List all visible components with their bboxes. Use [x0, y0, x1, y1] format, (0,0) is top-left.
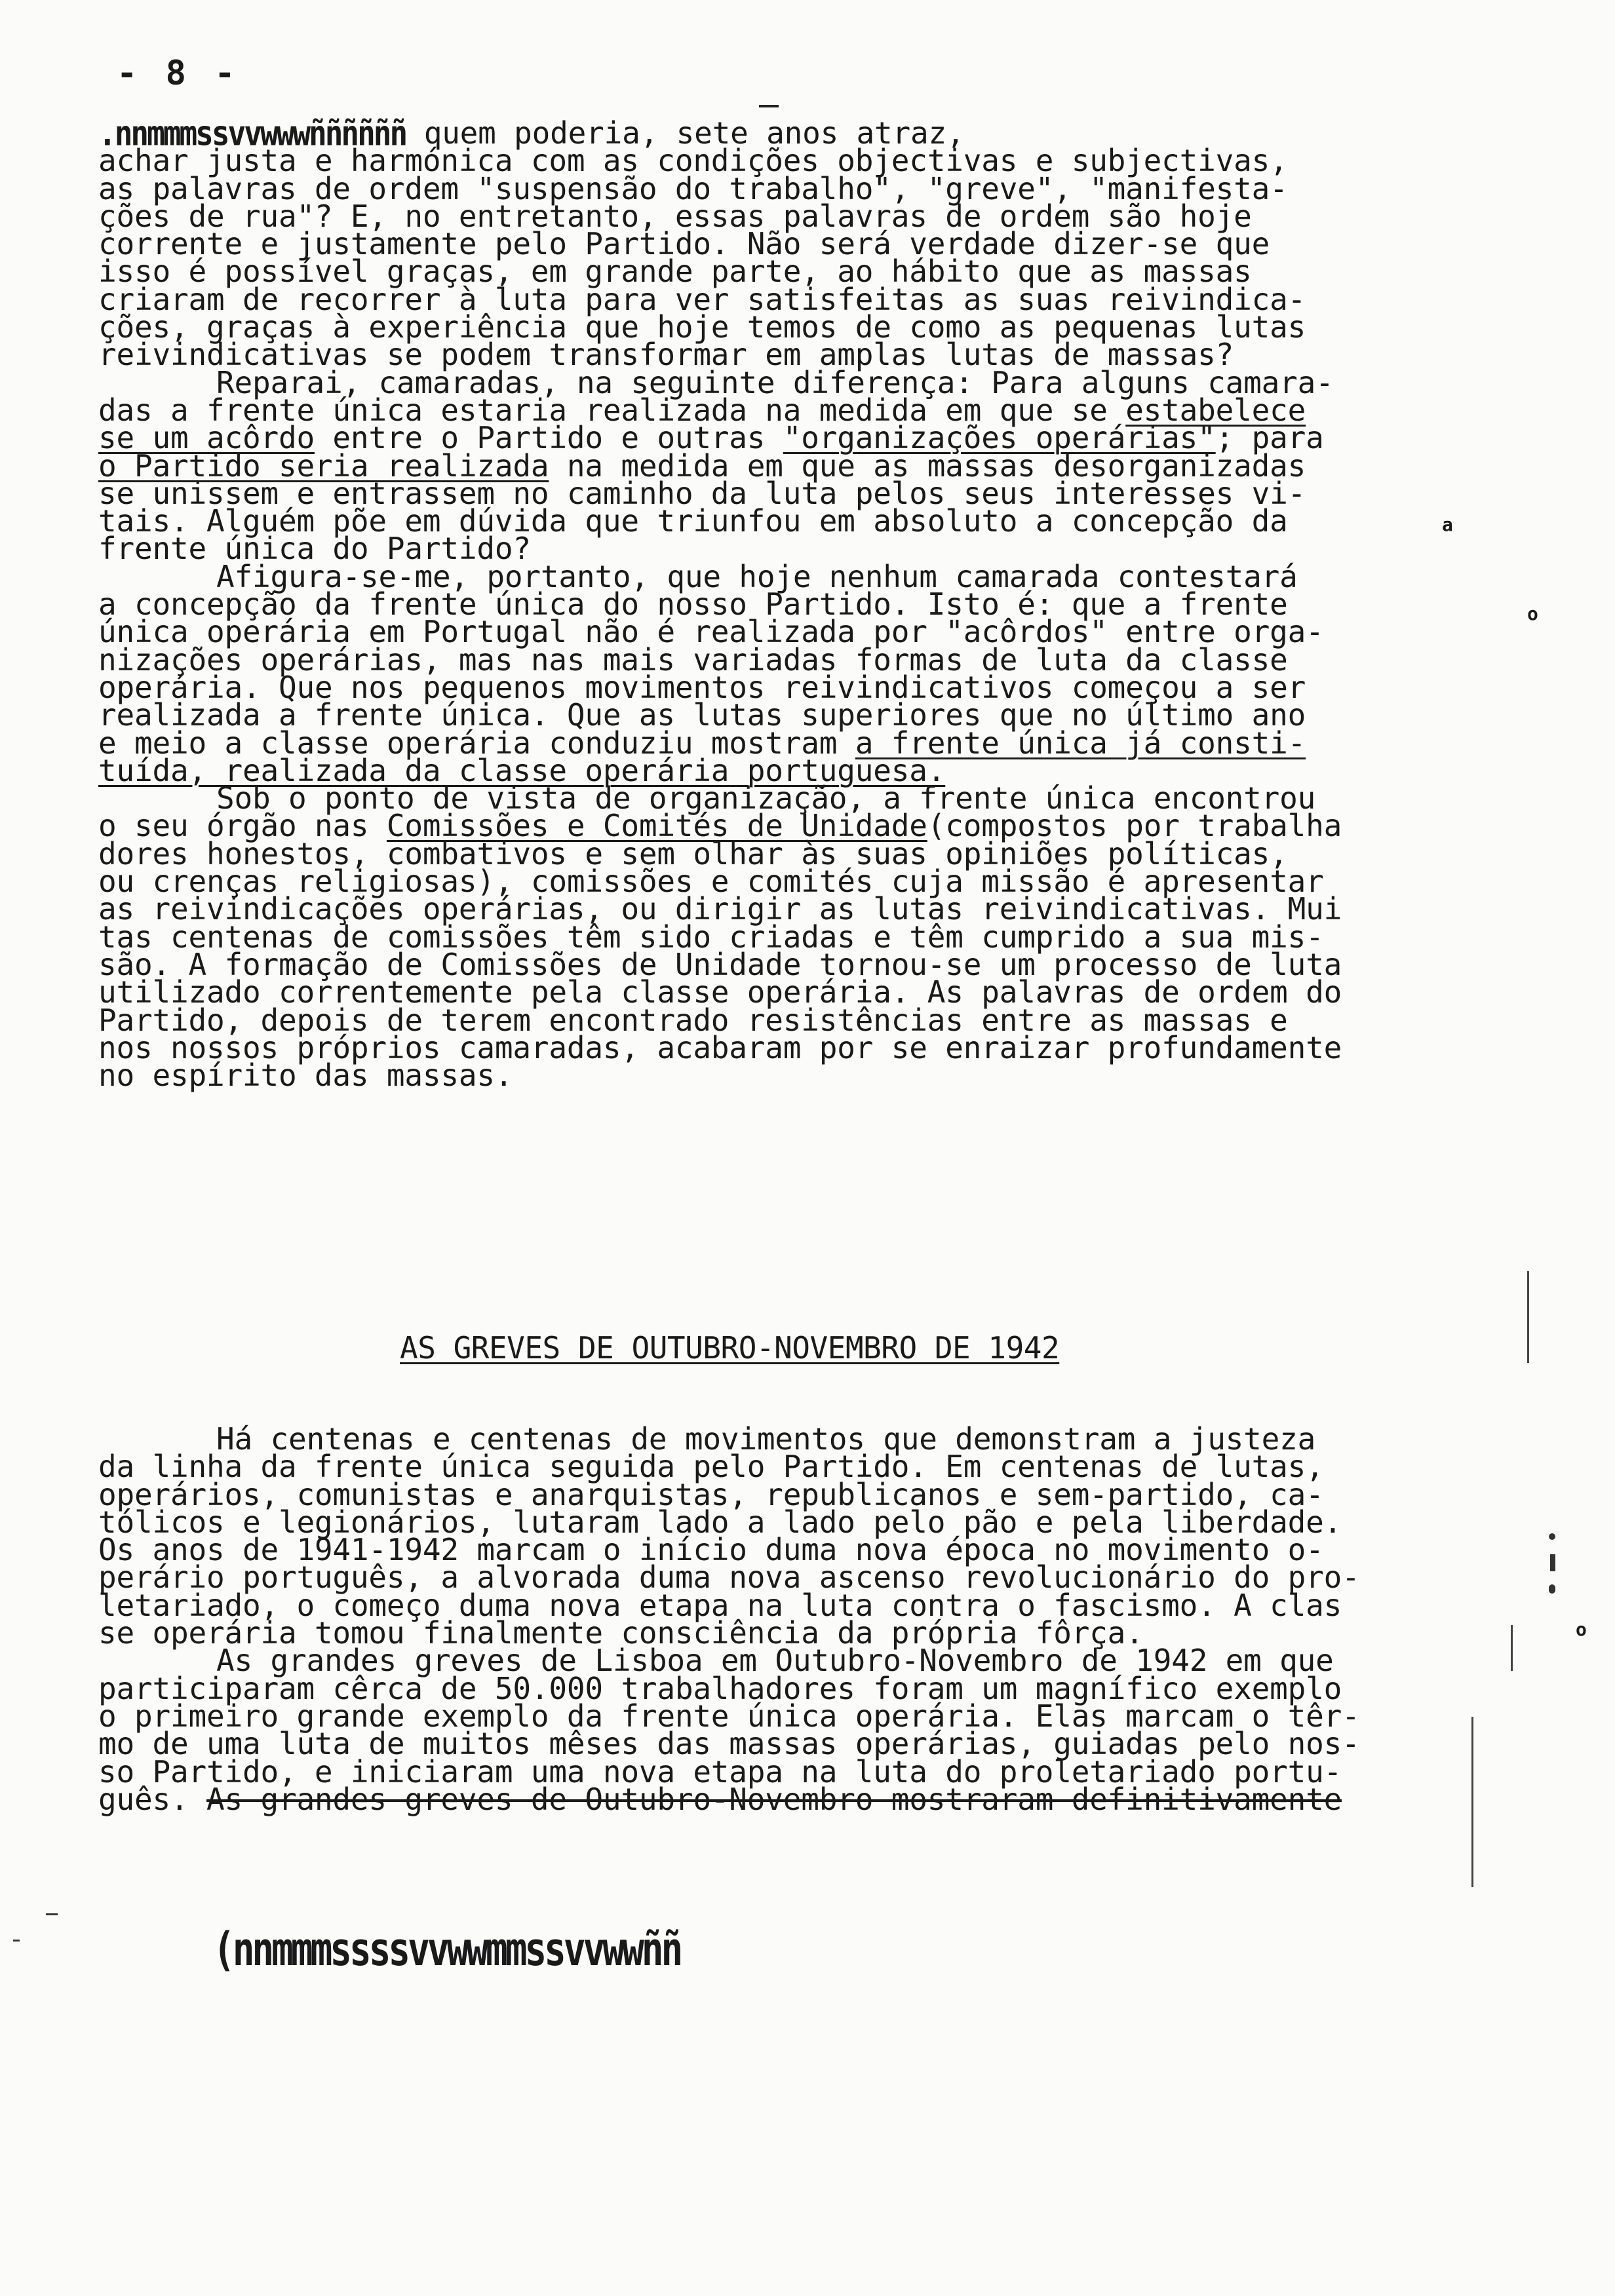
text-line: corrente e justamente pelo Partido. Não será verdade dizer-se que	[98, 226, 1270, 262]
scan-line	[1527, 1271, 1529, 1363]
text-line: .nnmmmssvvwwwññññññ quem poderia, sete anos atraz,	[98, 112, 965, 154]
text-line: isso é possível graças, em grande parte, ao hábito que as massas	[98, 254, 1252, 290]
text-line: e meio a classe operária conduziu mostram a frente única já consti-	[98, 725, 1306, 761]
text-line: no espírito das massas.	[98, 1058, 513, 1094]
margin-mark	[1549, 1533, 1555, 1540]
text-line: da linha da frente única seguida pelo Partido. Em centenas de lutas,	[98, 1449, 1324, 1485]
text-line: Os anos de 1941-1942 marcam o início duma nova época no movimento o-	[98, 1532, 1324, 1568]
text-line: tólicos e legionários, lutaram lado a lado pelo pão e pela liberdade.	[98, 1504, 1342, 1540]
text-line: se operária tomou finalmente consciência da própria fôrça.	[98, 1615, 1144, 1651]
text-line: Afigura-se-me, portanto, que hoje nenhum camarada contestará	[216, 558, 1298, 594]
text-line: as reivindicações operárias, ou dirigir as lutas reivindicativas. Mui	[98, 891, 1342, 927]
underlined-text: se um acôrdo	[98, 420, 315, 456]
underlined-text: tuída, realizada da classe operária portuguesa.	[98, 752, 946, 788]
section-1-text	[98, 112, 1449, 1094]
text-line: As grandes greves de Lisboa em Outubro-Novembro de 1942 em que	[216, 1643, 1334, 1679]
text-line: Reparai, camaradas, na seguinte diferença: Para alguns camara-	[216, 364, 1334, 400]
text-line: reivindicativas se podem transformar em amplas lutas de massas?	[98, 337, 1234, 373]
text-line: nizações operárias, mas nas mais variadas formas de luta da classe	[98, 641, 1288, 678]
text-line: so Partido, e iniciaram uma nova etapa na luta do proletariado portu-	[98, 1753, 1342, 1789]
text-line: das a frente única estaria realizada na medida em que se estabelece	[98, 392, 1306, 428]
underlined-text: o Partido seria realizada	[98, 448, 549, 484]
text-line: as palavras de ordem "suspensão do trabalho", "greve", "manifesta-	[98, 170, 1288, 206]
underlined-text: "organizações operárias"	[783, 420, 1216, 456]
text-line: operários, comunistas e anarquistas, republicanos e sem-partido, ca-	[98, 1476, 1324, 1512]
margin-mark	[46, 1913, 58, 1915]
text-line: utilizado correntemente pela classe operária. As palavras de ordem do	[98, 974, 1342, 1010]
text-line: operária. Que nos pequenos movimentos reivindicativos começou a ser	[98, 669, 1306, 705]
top-dash	[759, 105, 779, 107]
underlined-text: estabelece	[1125, 392, 1306, 428]
text-line: única operária em Portugal não é realizada por "acôrdos" entre orga-	[98, 614, 1324, 650]
text-line: tais. Alguém põe em dúvida que triunfou em absoluto a concepção da	[98, 503, 1288, 539]
margin-mark	[13, 1940, 20, 1942]
text-line: o seu órgão nas Comissões e Comités de Unidade(compostos por trabalha	[98, 808, 1342, 844]
text-line: se um acôrdo entre o Partido e outras "organizações operárias"; para	[98, 420, 1324, 456]
scan-line	[1471, 1717, 1473, 1887]
section-2-text	[98, 1421, 1449, 1817]
section-heading: AS GREVES DE OUTUBRO-NOVEMBRO DE 1942	[400, 1330, 1060, 1366]
text-line: Há centenas e centenas de movimentos que demonstram a justeza	[216, 1421, 1316, 1457]
text-line: Partido, depois de terem encontrado resistências entre as massas e	[98, 1002, 1288, 1038]
text-line: achar justa e harmónica com as condições objectivas e subjectivas,	[98, 143, 1288, 179]
underlined-text: a frente única já consti-	[855, 725, 1306, 761]
struck-through-text: As grandes greves de Outubro-Novembro mostraram definitivamente	[206, 1781, 1342, 1817]
text-line: o Partido seria realizada na medida em que as massas desorganizadas	[98, 448, 1306, 484]
text-line: tas centenas de comissões têm sido criadas e têm cumprido a sua mis-	[98, 919, 1324, 955]
text-line: ções de rua"? E, no entretanto, essas palavras de ordem são hoje	[98, 198, 1252, 234]
margin-mark: o	[1576, 1618, 1587, 1640]
text-line: mo de uma luta de muitos mêses das massas operárias, guiadas pelo nos-	[98, 1726, 1360, 1762]
text-line: Sob o ponto de vista de organização, a frente única encontrou	[216, 780, 1316, 816]
text-line: perário português, a alvorada duma nova ascenso revolucionário do pro-	[98, 1559, 1360, 1596]
text-line: criaram de recorrer à luta para ver satisfeitas as suas reivindica-	[98, 281, 1306, 317]
text-line: se unissem e entrassem no caminho da luta pelos seus interesses vi-	[98, 475, 1306, 511]
margin-mark: a	[1442, 514, 1453, 535]
text-line: dores honestos, combativos e sem olhar às suas opiniões políticas,	[98, 835, 1288, 871]
text-line: letariado, o começo duma nova etapa na luta contra o fascismo. A clas	[98, 1587, 1342, 1623]
text-line: participaram cêrca de 50.000 trabalhadores foram um magnífico exemplo	[98, 1670, 1342, 1706]
text-line: realizada a frente única. Que as lutas superiores que no último ano	[98, 697, 1306, 733]
margin-mark: o	[1527, 603, 1538, 624]
text-line: frente única do Partido?	[98, 531, 531, 567]
text-line: nos nossos próprios camaradas, acabaram por se enraizar profundamente	[98, 1029, 1342, 1065]
smudged-footer-text: (nnmmmssssvvwwmmssvvwwññ	[213, 1923, 681, 1977]
text-line: ções, graças à experiência que hoje temos de como as pequenas lutas	[98, 309, 1306, 345]
underlined-text: Comissões e Comités de Unidade	[386, 808, 927, 844]
scan-line	[1511, 1625, 1513, 1671]
margin-mark	[1549, 1584, 1555, 1594]
text-line: o primeiro grande exemplo da frente única operária. Elas marcam o têr-	[98, 1698, 1360, 1734]
text-line: são. A formação de Comissões de Unidade tornou-se um processo de luta	[98, 946, 1342, 982]
text-line: ou crenças religiosas), comissões e comités cuja missão é apresentar	[98, 864, 1324, 900]
page-number: - 8 -	[117, 54, 239, 93]
text-line: a concepção da frente única do nosso Partido. Isto é: que a frente	[98, 586, 1288, 622]
smudged-text: .nnmmmssvvwwwññññññ	[98, 112, 406, 154]
text-line: guês. As grandes greves de Outubro-Novembro mostraram definitivamente	[98, 1781, 1342, 1817]
margin-mark	[1550, 1554, 1555, 1571]
